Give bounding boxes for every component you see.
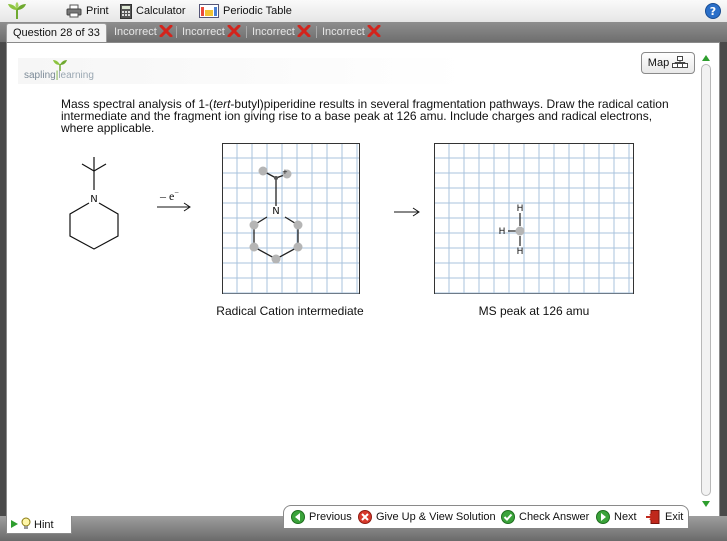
hint-label: Hint: [34, 518, 54, 531]
nitrogen-label: N: [90, 194, 98, 205]
tert-butylpiperidine-structure: [60, 150, 130, 250]
help-icon[interactable]: [705, 3, 721, 19]
give-up-icon: [358, 510, 372, 524]
hydrogen-label-bottom: H: [516, 247, 524, 257]
attempt-label: Incorrect: [322, 26, 365, 38]
reaction-arrow-1-icon: [156, 202, 192, 212]
hint-button[interactable]: [6, 516, 72, 534]
central-carbon-dot: [274, 176, 278, 180]
nitrogen-label: N: [272, 206, 280, 217]
tab-current-question[interactable]: Question 28 of 33: [6, 23, 107, 43]
incorrect-x-icon: [367, 25, 381, 40]
methyl-carbon-dot[interactable]: [516, 227, 525, 236]
atom-dot[interactable]: [259, 167, 268, 176]
atom-dot[interactable]: [250, 243, 259, 252]
map-label: Map: [647, 57, 670, 69]
sapling-learning-logo: sapling|learning: [24, 70, 94, 81]
atom-dot[interactable]: [250, 221, 259, 230]
question-prompt: [61, 98, 671, 134]
tab-separator: [246, 26, 247, 38]
print-label: Print: [86, 5, 109, 17]
print-button[interactable]: [66, 3, 109, 19]
question-text-start: Mass spectral analysis of 1-(: [61, 97, 214, 111]
tab-attempt-2[interactable]: [178, 25, 245, 39]
question-text-italic: tert: [213, 97, 231, 111]
tab-attempt-4[interactable]: [318, 25, 385, 39]
reagent-label: – e: [160, 189, 175, 203]
calculator-label: Calculator: [136, 5, 186, 17]
exit-door-icon: [645, 510, 661, 524]
scroll-thumb[interactable]: [701, 64, 711, 496]
logo-part-learning: learning: [58, 70, 94, 81]
attempt-label: Incorrect: [252, 26, 295, 38]
reaction-arrow-2-icon: [393, 207, 421, 217]
sapling-leaf-icon: [6, 2, 28, 20]
expand-arrow-icon: [11, 519, 18, 531]
check-answer-button[interactable]: [501, 510, 589, 524]
calculator-icon: [120, 4, 132, 19]
hydrogen-label-top: H: [516, 204, 524, 214]
top-toolbar: [0, 0, 727, 23]
next-label: Next: [614, 511, 637, 523]
atom-dot[interactable]: [272, 255, 281, 264]
give-up-label: Give Up & View Solution: [376, 511, 496, 523]
tab-separator: [316, 26, 317, 38]
incorrect-x-icon: [227, 25, 241, 40]
previous-button[interactable]: [291, 510, 352, 524]
attempt-label: Incorrect: [182, 26, 225, 38]
periodic-table-icon: [199, 4, 219, 18]
atom-dot[interactable]: [294, 221, 303, 230]
incorrect-x-icon: [159, 25, 173, 40]
radical-cation-caption: Radical Cation intermediate: [216, 304, 364, 318]
sitemap-icon: [672, 56, 688, 71]
check-icon: [501, 510, 515, 524]
printer-icon: [66, 4, 82, 18]
incorrect-x-icon: [297, 25, 311, 40]
periodic-table-label: Periodic Table: [223, 5, 292, 17]
previous-arrow-icon: [291, 510, 305, 524]
lightbulb-icon: [21, 517, 31, 533]
ms-peak-caption: MS peak at 126 amu: [478, 304, 590, 318]
tab-separator: [176, 26, 177, 38]
radical-cation-drawing-canvas[interactable]: [222, 143, 360, 294]
atom-dot[interactable]: [294, 243, 303, 252]
next-arrow-icon: [596, 510, 610, 524]
ms-peak-drawing-canvas[interactable]: [434, 143, 634, 294]
exit-button[interactable]: [645, 510, 683, 524]
previous-label: Previous: [309, 511, 352, 523]
question-text-rest: -butyl)piperidine results in several fragmentation pathways. Draw the radical cation intermediate and the fragment ion giving rise to a base peak at 126 amu. Include charges and radical electrons, where applicable.: [61, 97, 669, 135]
calculator-button[interactable]: [120, 3, 186, 19]
tab-attempt-3[interactable]: [248, 25, 315, 39]
give-up-view-solution-button[interactable]: [358, 510, 496, 524]
reagent-superscript: −: [174, 188, 179, 197]
svg-text:?: ?: [709, 5, 717, 18]
hydrogen-label-left: H: [498, 227, 506, 237]
logo-part-sapling: sapling: [24, 70, 56, 81]
attempt-label: Incorrect: [114, 26, 157, 38]
check-answer-label: Check Answer: [519, 511, 590, 523]
periodic-table-button[interactable]: [199, 3, 292, 19]
scroll-down-arrow-icon[interactable]: [700, 498, 712, 508]
next-button[interactable]: [596, 510, 637, 524]
scroll-up-arrow-icon[interactable]: [700, 52, 712, 62]
cation-charge-label: +: [282, 168, 288, 176]
map-button[interactable]: [641, 52, 695, 74]
exit-label: Exit: [665, 511, 684, 523]
tab-attempt-1[interactable]: [110, 25, 177, 39]
